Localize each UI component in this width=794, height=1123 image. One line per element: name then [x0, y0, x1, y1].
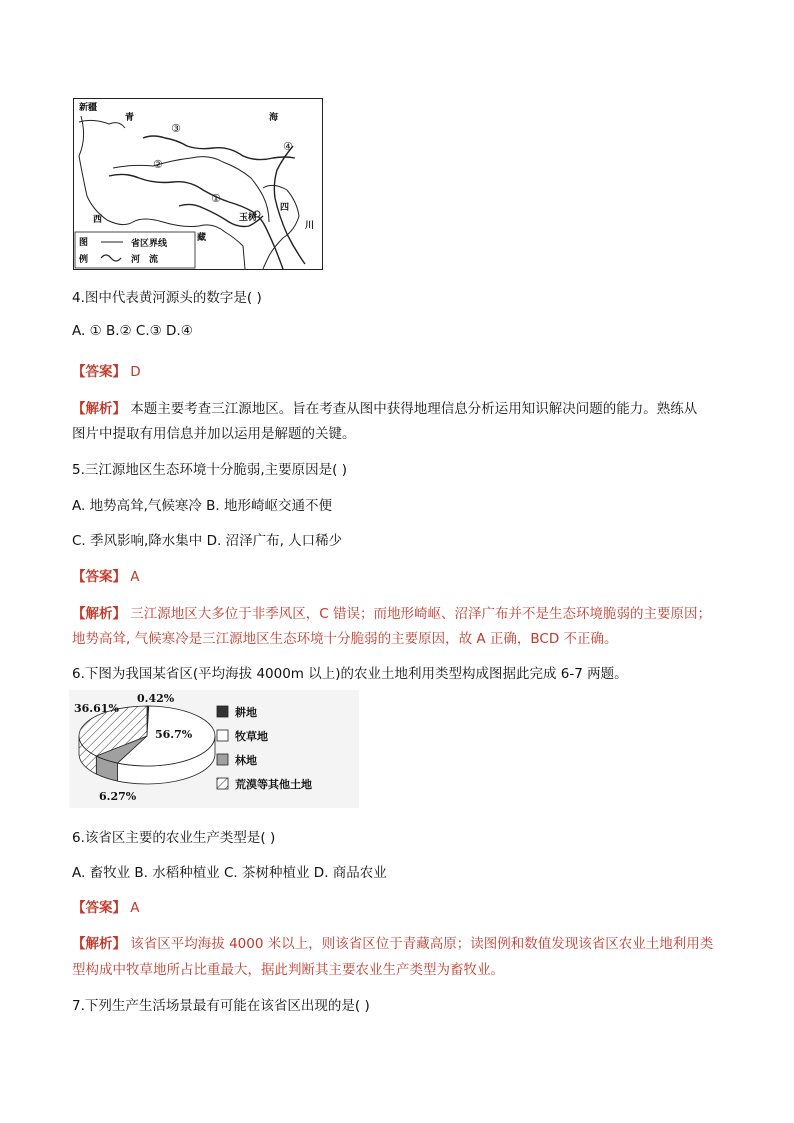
legend-boundary-label: 省区界线	[131, 239, 168, 249]
q5-options-line2: C. 季风影响,降水集中 D. 沼泽广布, 人口稀少	[72, 533, 343, 549]
q6-answer	[72, 896, 140, 916]
q4-answer	[72, 360, 141, 380]
q6-intro: 6.下图为我国某省区(平均海拔 4000m 以上)的农业土地利用类型构成图据此完成 6-7 两题。	[72, 666, 628, 682]
q4-answer-tag: 【答案】	[72, 364, 126, 380]
marker-1: ①	[211, 192, 221, 205]
marker-2: ②	[153, 158, 163, 171]
legend-tu: 图	[79, 238, 89, 248]
label-si: 四	[280, 203, 290, 213]
q4-analysis-line2: 图片中提取有用信息并加以运用是解题的关键。	[72, 426, 356, 442]
q5-answer-tag: 【答案】	[72, 569, 126, 585]
pie-label-farmland: 0.42%	[137, 692, 175, 705]
label-hai: 海	[269, 113, 279, 123]
label-qing: 青	[125, 113, 135, 123]
q6-options: A. 畜牧业 B. 水稻种植业 C. 茶树种植业 D. 商品农业	[72, 865, 387, 881]
q5-analysis-line2: 地势高耸, 气候寒冷是三江源地区生态环境十分脆弱的主要原因，故 A 正确，BCD 不正确。	[72, 631, 618, 647]
legend-label-farmland: 耕地	[235, 706, 257, 719]
legend-river-label: 河 流	[131, 255, 159, 265]
legend-label-desert: 荒漠等其他土地	[235, 778, 312, 791]
q7-question: 7.下列生产生活场景最有可能在该省区出现的是( )	[72, 998, 370, 1014]
legend-swatch-pasture	[217, 730, 228, 741]
q4-analysis-text1: 本题主要考查三江源地区。旨在考查从图中获得地理信息分析运用知识解决问题的能力。熟练从	[130, 401, 698, 417]
q6-analysis-tag: 【解析】	[72, 936, 126, 952]
q6-analysis-text1: 该省区平均海拔 4000 米以上，则该省区位于青藏高原；读图例和数值发现该省区农业土地利用类	[130, 936, 714, 952]
q5-analysis-text1: 三江源地区大多位于非季风区，C 错误；而地形崎岖、沼泽广布并不是生态环境脆弱的主要原因；	[130, 606, 712, 622]
map-figure	[73, 98, 323, 270]
marker-4: ④	[283, 140, 293, 153]
map-svg	[73, 98, 323, 270]
pie-label-desert: 36.61%	[74, 702, 119, 715]
q5-answer	[72, 565, 140, 585]
q6-answer-tag: 【答案】	[72, 900, 126, 916]
label-zang: 藏	[197, 233, 207, 243]
marker-3: ③	[171, 122, 181, 135]
label-xi: 西	[93, 215, 103, 225]
q4-answer-value: D	[130, 364, 141, 380]
pie-label-forest: 6.27%	[99, 790, 137, 803]
q6-question: 6.该省区主要的农业生产类型是( )	[72, 830, 276, 846]
label-yushu: 玉树	[239, 213, 258, 223]
label-chuan: 川	[305, 221, 315, 231]
legend-swatch-forest	[217, 754, 228, 765]
q6-analysis-line2: 型构成中牧草地所占比重最大，据此判断其主要农业生产类型为畜牧业。	[72, 962, 504, 978]
q4-question: 4.图中代表黄河源头的数字是( )	[72, 290, 262, 306]
pie-label-pasture: 56.7%	[155, 728, 193, 741]
q5-question: 5.三江源地区生态环境十分脆弱,主要原因是( )	[72, 462, 347, 478]
q4-options: A. ① B.② C.③ D.④	[72, 323, 193, 339]
label-xinjiang: 新疆	[79, 103, 98, 113]
q5-analysis-line1	[72, 602, 711, 622]
q4-analysis-tag: 【解析】	[72, 401, 126, 417]
legend-li: 例	[79, 255, 89, 265]
legend-label-forest: 林地	[235, 754, 257, 767]
legend-swatch-desert	[217, 778, 228, 789]
q6-answer-value: A	[130, 900, 140, 916]
q4-analysis-line1	[72, 397, 697, 417]
q5-options-line1: A. 地势高耸,气候寒冷 B. 地形崎岖交通不便	[72, 498, 333, 514]
legend-label-pasture: 牧草地	[235, 730, 268, 743]
legend-swatch-farmland	[217, 706, 228, 717]
q6-analysis-line1	[72, 932, 713, 952]
q5-answer-value: A	[130, 569, 140, 585]
q5-analysis-tag: 【解析】	[72, 606, 126, 622]
pie-chart-figure	[69, 690, 359, 808]
